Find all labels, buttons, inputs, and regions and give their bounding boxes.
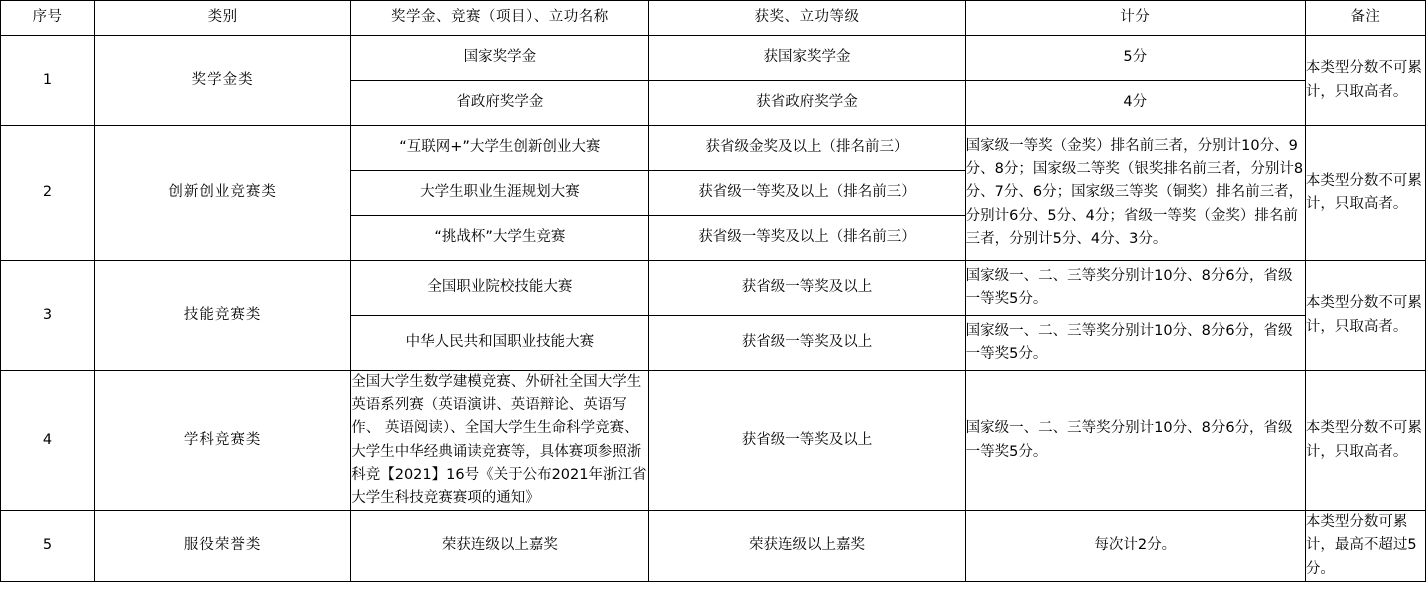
cell-item-name: “互联网+”大学生创新创业大赛 <box>351 126 649 171</box>
column-header-category: 类别 <box>95 1 351 36</box>
cell-item-level: 获省级一等奖及以上（排名前三） <box>649 216 965 261</box>
cell-remark: 本类型分数不可累计，只取高者。 <box>1305 371 1425 511</box>
cell-category: 奖学金类 <box>95 36 351 126</box>
cell-category: 创新创业竞赛类 <box>95 126 351 261</box>
cell-item-level: 获省级一等奖及以上 <box>649 316 965 371</box>
cell-item-name: 国家奖学金 <box>351 36 649 81</box>
column-header-remark: 备注 <box>1305 1 1425 36</box>
cell-item-score: 4分 <box>965 81 1305 126</box>
cell-item-score: 国家级一、二、三等奖分别计10分、8分6分，省级一等奖5分。 <box>965 371 1305 511</box>
cell-item-name: 全国大学生数学建模竞赛、外研社全国大学生英语系列赛（英语演讲、英语辩论、英语写作、 英语阅读）、全国大学生生命科学竞赛、大学生中华经典诵读竞赛等，具体赛项参照浙科竞【2021】16号《关于公布2021年浙江省大学生科技竞赛赛项的通知》 <box>351 371 649 511</box>
cell-category: 技能竞赛类 <box>95 261 351 371</box>
cell-index: 3 <box>1 261 95 371</box>
table-row <box>1 261 1426 316</box>
cell-item-name: 荣获连级以上嘉奖 <box>351 511 649 582</box>
cell-index: 1 <box>1 36 95 126</box>
cell-item-score: 国家级一、二、三等奖分别计10分、8分6分，省级一等奖5分。 <box>965 316 1305 371</box>
column-header-score: 计分 <box>965 1 1305 36</box>
cell-item-score: 每次计2分。 <box>965 511 1305 582</box>
cell-index: 4 <box>1 371 95 511</box>
column-header-index: 序号 <box>1 1 95 36</box>
cell-remark: 本类型分数可累计，最高不超过5分。 <box>1305 511 1425 582</box>
cell-item-score: 5分 <box>965 36 1305 81</box>
table-row <box>1 36 1426 81</box>
cell-item-name: 全国职业院校技能大赛 <box>351 261 649 316</box>
cell-item-level: 获省级一等奖及以上 <box>649 371 965 511</box>
table-row <box>1 126 1426 171</box>
cell-item-level: 获省政府奖学金 <box>649 81 965 126</box>
cell-item-level: 获省级一等奖及以上（排名前三） <box>649 171 965 216</box>
table-row <box>1 511 1426 582</box>
table-header-row <box>1 1 1426 36</box>
cell-remark: 本类型分数不可累计，只取高者。 <box>1305 36 1425 126</box>
cell-item-score: 国家级一等奖（金奖）排名前三者，分别计10分、9分、8分；国家级二等奖（银奖排名前三者，分别计8分、7分、6分；国家级三等奖（铜奖）排名前三者，分别计6分、5分、4分；省级一等奖（金奖）排名前三者，分别计5分、4分、3分。 <box>965 126 1305 261</box>
cell-item-name: 大学生职业生涯规划大赛 <box>351 171 649 216</box>
cell-item-level: 荣获连级以上嘉奖 <box>649 511 965 582</box>
cell-category: 服役荣誉类 <box>95 511 351 582</box>
cell-index: 5 <box>1 511 95 582</box>
cell-item-level: 获国家奖学金 <box>649 36 965 81</box>
cell-item-name: 省政府奖学金 <box>351 81 649 126</box>
column-header-name: 奖学金、竞赛（项目）、立功名称 <box>351 1 649 36</box>
cell-remark: 本类型分数不可累计，只取高者。 <box>1305 126 1425 261</box>
cell-item-name: “挑战杯”大学生竞赛 <box>351 216 649 261</box>
table-row <box>1 371 1426 511</box>
cell-remark: 本类型分数不可累计，只取高者。 <box>1305 261 1425 371</box>
cell-category: 学科竞赛类 <box>95 371 351 511</box>
cell-index: 2 <box>1 126 95 261</box>
cell-item-level: 获省级一等奖及以上 <box>649 261 965 316</box>
cell-item-name: 中华人民共和国职业技能大赛 <box>351 316 649 371</box>
cell-item-score: 国家级一、二、三等奖分别计10分、8分6分，省级一等奖5分。 <box>965 261 1305 316</box>
column-header-level: 获奖、立功等级 <box>649 1 965 36</box>
cell-item-level: 获省级金奖及以上（排名前三） <box>649 126 965 171</box>
